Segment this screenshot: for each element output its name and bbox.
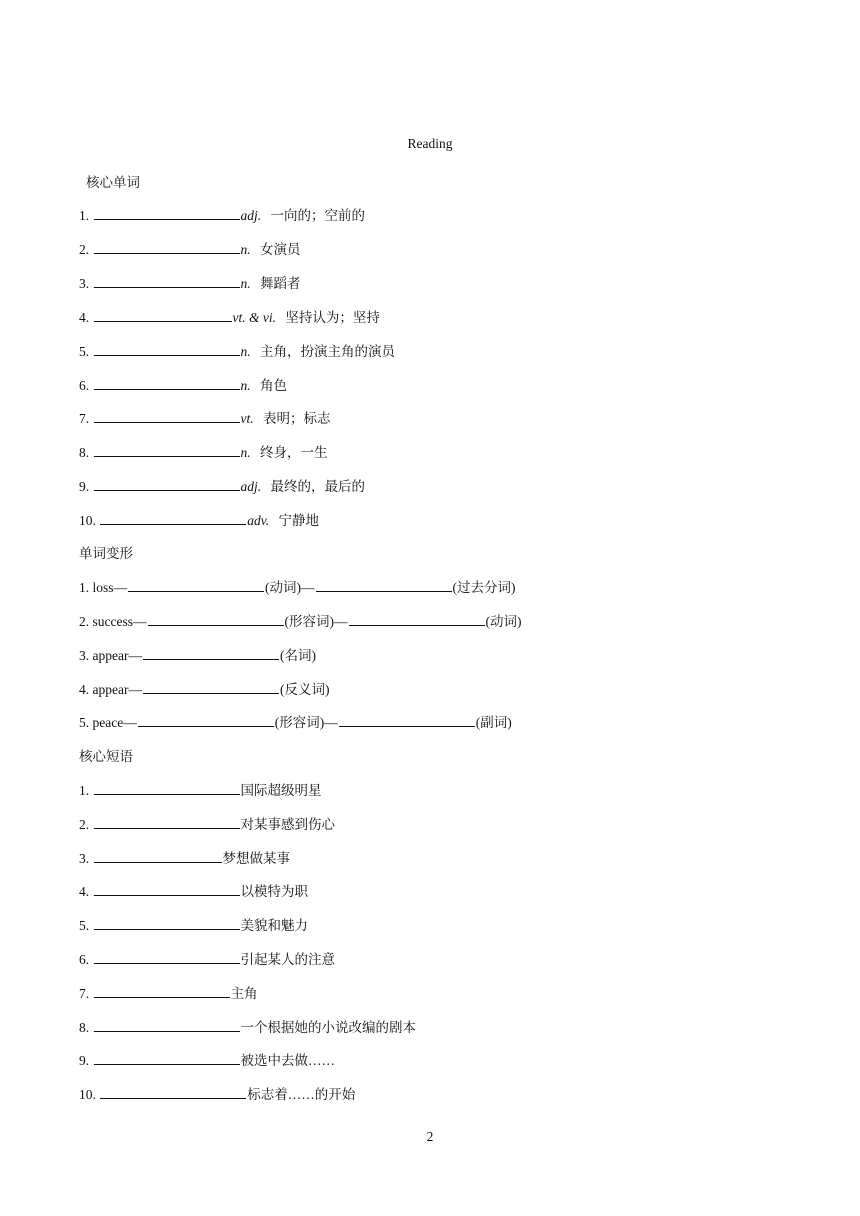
base-word: appear— [92,682,142,697]
vocab-item [79,407,331,427]
item-number: 8. [79,445,90,460]
meaning: 引起某人的注意 [240,952,335,967]
form-label: (动词)— [265,580,315,595]
phrase-item [79,1049,335,1069]
answer-blank[interactable] [94,782,240,795]
forms-item [79,644,316,664]
meaning: 对某事感到伤心 [240,817,335,832]
item-number: 1. [79,783,90,798]
answer-blank[interactable] [138,714,274,727]
form-label: (名词) [279,648,316,663]
vocab-heading: 核心单词 [86,175,140,190]
phrase-item [79,847,290,867]
answer-blank[interactable] [94,985,230,998]
meaning: 舞蹈者 [260,276,301,291]
part-of-speech: n. [240,344,251,359]
answer-blank[interactable] [128,579,264,592]
item-number: 3. [79,276,90,291]
meaning: 宁静地 [278,513,319,528]
item-number: 4. [79,682,90,697]
answer-blank[interactable] [94,410,240,423]
phrase-item [79,914,308,934]
page-title: Reading [407,136,453,151]
item-number: 5. [79,715,90,730]
meaning: 美貌和魅力 [240,918,308,933]
meaning: 主角，扮演主角的演员 [260,344,395,359]
meaning: 被选中去做…… [240,1053,335,1068]
item-number: 10. [79,513,96,528]
part-of-speech: adj. [240,479,262,494]
phrase-item [79,982,258,1002]
answer-blank[interactable] [94,207,240,220]
part-of-speech: adv. [247,513,270,528]
answer-blank[interactable] [143,647,279,660]
answer-blank[interactable] [94,478,240,491]
vocab-item [79,306,380,326]
vocab-item [79,204,365,224]
answer-blank[interactable] [143,681,279,694]
item-number: 1. [79,580,90,595]
part-of-speech: n. [240,445,251,460]
item-number: 2. [79,817,90,832]
meaning: 梦想做某事 [222,851,290,866]
item-number: 4. [79,884,90,899]
answer-blank[interactable] [94,951,240,964]
form-label: (形容词)— [274,715,338,730]
answer-blank[interactable] [94,241,240,254]
meaning: 终身，一生 [260,445,328,460]
answer-blank[interactable] [94,275,240,288]
item-number: 3. [79,648,90,663]
answer-blank[interactable] [94,343,240,356]
vocab-item [79,340,395,360]
meaning: 表明；标志 [263,411,331,426]
meaning: 一向的；空前的 [270,208,366,223]
answer-blank[interactable] [94,816,240,829]
phrase-item [79,1016,416,1036]
part-of-speech: vt. & vi. [232,310,276,325]
answer-blank[interactable] [94,309,232,322]
phrase-item [79,1083,355,1103]
base-word: success— [92,614,147,629]
answer-blank[interactable] [94,1052,240,1065]
phrase-item [79,880,308,900]
answer-blank[interactable] [316,579,452,592]
item-number: 6. [79,952,90,967]
part-of-speech: n. [240,242,251,257]
forms-item [79,711,512,731]
meaning: 主角 [230,986,258,1001]
forms-item [79,576,516,596]
forms-item [79,610,522,630]
answer-blank[interactable] [349,613,485,626]
vocab-item [79,441,328,461]
item-number: 9. [79,1053,90,1068]
forms-item [79,678,329,698]
item-number: 8. [79,1020,90,1035]
meaning: 最终的，最后的 [270,479,366,494]
answer-blank[interactable] [148,613,284,626]
answer-blank[interactable] [100,512,246,525]
answer-blank[interactable] [94,377,240,390]
meaning: 坚持认为；坚持 [285,310,380,325]
phrases-heading: 核心短语 [79,749,133,764]
item-number: 2. [79,242,90,257]
form-label: (动词) [485,614,522,629]
item-number: 7. [79,986,90,1001]
meaning: 角色 [260,378,287,393]
item-number: 3. [79,851,90,866]
form-label: (形容词)— [284,614,348,629]
forms-heading: 单词变形 [79,546,133,561]
base-word: peace— [92,715,137,730]
answer-blank[interactable] [94,444,240,457]
item-number: 1. [79,208,90,223]
answer-blank[interactable] [94,1019,240,1032]
answer-blank[interactable] [94,917,240,930]
item-number: 5. [79,344,90,359]
part-of-speech: vt. [240,411,254,426]
answer-blank[interactable] [94,850,222,863]
item-number: 2. [79,614,90,629]
item-number: 10. [79,1087,96,1102]
form-label: (反义词) [279,682,330,697]
vocab-item [79,272,301,292]
meaning: 女演员 [260,242,301,257]
meaning: 以模特为职 [240,884,308,899]
item-number: 5. [79,918,90,933]
meaning: 国际超级明星 [240,783,322,798]
phrase-item [79,779,322,799]
item-number: 6. [79,378,90,393]
form-label: (过去分词) [452,580,516,595]
part-of-speech: adj. [240,208,262,223]
item-number: 7. [79,411,90,426]
form-label: (副词) [475,715,512,730]
answer-blank[interactable] [100,1086,246,1099]
base-word: appear— [92,648,142,663]
base-word: loss— [92,580,128,595]
part-of-speech: n. [240,276,251,291]
part-of-speech: n. [240,378,251,393]
answer-blank[interactable] [339,714,475,727]
page-number: 2 [426,1129,434,1144]
item-number: 4. [79,310,90,325]
phrase-item [79,948,335,968]
answer-blank[interactable] [94,883,240,896]
vocab-item [79,509,319,529]
meaning: 标志着……的开始 [247,1087,356,1102]
phrase-item [79,813,335,833]
vocab-item [79,475,365,495]
vocab-item [79,238,301,258]
vocab-item [79,374,287,394]
item-number: 9. [79,479,90,494]
meaning: 一个根据她的小说改编的剧本 [240,1020,416,1035]
